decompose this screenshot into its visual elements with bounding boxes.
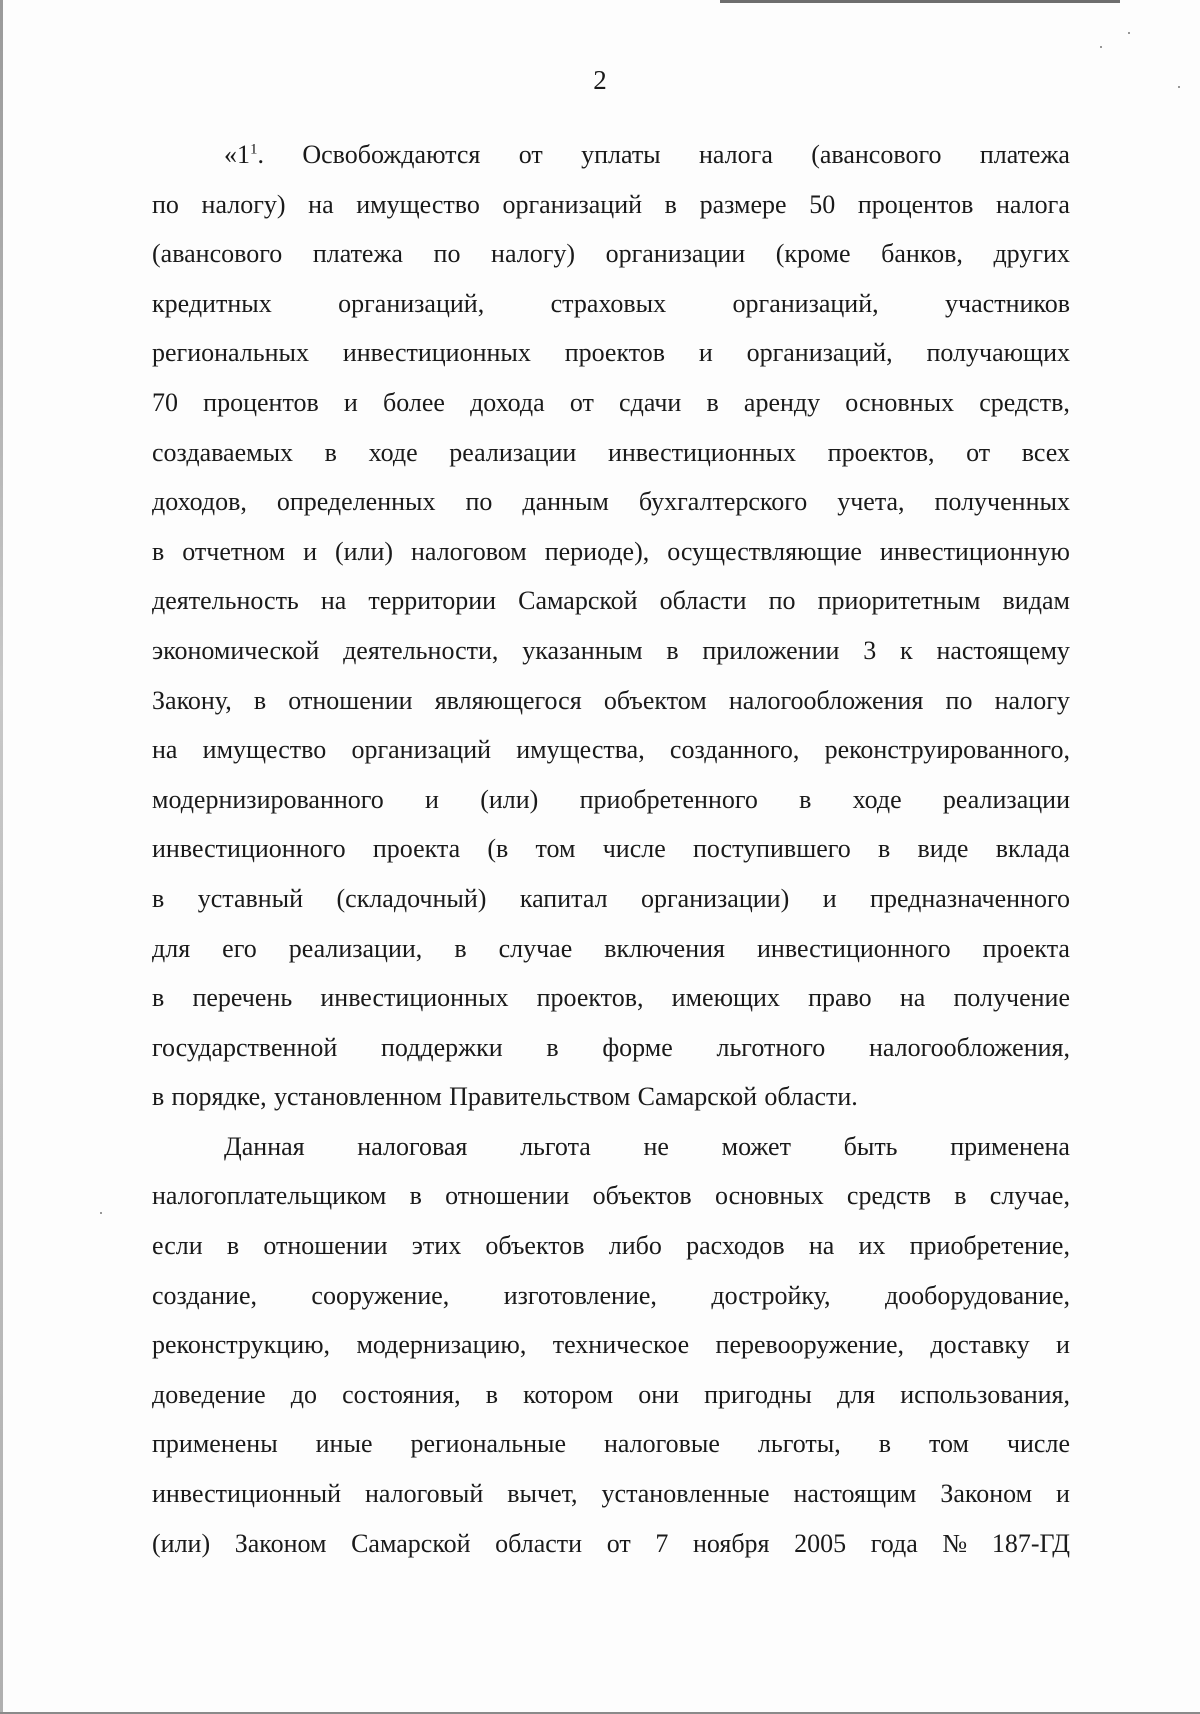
word: №	[942, 1528, 968, 1558]
word: указанным	[522, 635, 643, 665]
text-line	[152, 180, 1070, 230]
word: они	[638, 1379, 680, 1409]
word: данным	[522, 487, 609, 517]
word: кредитных	[152, 288, 272, 318]
text-line	[152, 924, 1070, 974]
word: поступившего	[692, 834, 851, 864]
word: перечень	[192, 983, 293, 1013]
word: поддержки	[381, 1032, 503, 1062]
scan-speck	[100, 1212, 102, 1214]
word: проектов	[564, 338, 666, 368]
word: создание,	[152, 1280, 257, 1310]
word: процентов	[857, 189, 974, 219]
word: на	[152, 735, 178, 765]
word: определенных	[276, 487, 436, 517]
word: реконструированного,	[824, 735, 1070, 765]
text-line	[152, 775, 1070, 825]
word: Освобождаются	[302, 140, 481, 169]
word: льготного	[716, 1032, 826, 1062]
word: в	[954, 1181, 967, 1211]
text-line	[152, 973, 1070, 1023]
word: имущество	[356, 189, 480, 219]
word: 3	[863, 635, 877, 665]
word: организаций,	[732, 288, 879, 318]
word: в	[253, 685, 267, 715]
word: и	[698, 338, 713, 368]
word: экономической	[152, 635, 320, 665]
word: налоговая	[357, 1131, 468, 1161]
word: налоговые	[603, 1429, 720, 1459]
word: организации)	[641, 883, 790, 913]
page-number: 2	[593, 65, 607, 95]
word: применены	[152, 1429, 278, 1459]
word: Закону,	[152, 685, 232, 715]
word: объектов	[592, 1181, 692, 1211]
word: льгота	[520, 1131, 591, 1161]
word: организаций,	[746, 338, 893, 368]
word: Законом	[234, 1528, 327, 1558]
word: настоящему	[936, 635, 1070, 665]
word: 2005	[794, 1528, 847, 1558]
paragraph	[152, 1122, 1070, 1568]
word: и	[343, 387, 358, 417]
word: отношении	[445, 1181, 570, 1211]
word: Правительством	[449, 1082, 631, 1112]
word: этих	[411, 1231, 462, 1261]
text-line	[152, 1023, 1070, 1073]
word: налоговом	[411, 536, 527, 566]
word: объектом	[603, 685, 707, 715]
word: 7	[655, 1528, 669, 1558]
word: техническое	[552, 1330, 690, 1360]
word: котором	[523, 1379, 614, 1409]
text-line	[152, 1419, 1070, 1469]
word: (в	[487, 834, 509, 864]
word: если	[152, 1231, 203, 1261]
word: Самарской	[518, 586, 638, 616]
document-body	[152, 130, 1070, 1568]
word: области	[495, 1528, 583, 1558]
word: в	[409, 1181, 422, 1211]
word: и	[303, 536, 317, 566]
word: региональные	[410, 1429, 567, 1459]
word: настоящим	[793, 1479, 917, 1509]
word: деятельность	[152, 586, 299, 616]
word: (кроме	[775, 239, 851, 269]
word: объектов	[485, 1231, 585, 1261]
word: имущество	[202, 735, 327, 765]
text-line	[152, 1171, 1070, 1221]
word: либо	[608, 1231, 662, 1261]
text-line	[152, 477, 1070, 527]
word: создаваемых	[152, 437, 294, 467]
word: в	[485, 1379, 499, 1409]
word: налогообложения,	[868, 1032, 1070, 1062]
word: территории	[368, 586, 497, 616]
word: дохода	[470, 387, 545, 417]
word: (складочный)	[336, 883, 487, 913]
word: его	[222, 933, 257, 963]
word: по	[433, 239, 461, 269]
word: случае,	[989, 1181, 1070, 1211]
word: налогу)	[491, 239, 576, 269]
word: к	[900, 635, 913, 665]
word: организаций,	[338, 288, 485, 318]
word: доставку	[930, 1330, 1030, 1360]
word: пригодны	[704, 1379, 812, 1409]
word: Законом	[940, 1479, 1033, 1509]
word: инвестиционного	[757, 933, 951, 963]
word: 187-ГД	[991, 1528, 1070, 1558]
word: отчетном	[182, 536, 286, 566]
word: в	[664, 189, 677, 219]
word: процентов	[203, 387, 319, 417]
word: налогу)	[201, 189, 286, 219]
text-line	[152, 130, 1070, 180]
word: на	[320, 586, 347, 616]
word: отношении	[288, 685, 413, 715]
word: приоритетным	[817, 586, 981, 616]
word: аренду	[743, 387, 821, 417]
word: «$1^1$.	[224, 140, 264, 169]
word: не	[643, 1131, 669, 1161]
word: дооборудование,	[884, 1280, 1070, 1310]
word: проекта	[372, 834, 461, 864]
word: деятельности,	[343, 635, 499, 665]
word: учета,	[837, 487, 905, 517]
word: Самарской	[351, 1528, 471, 1558]
word: в	[152, 983, 165, 1013]
word: в	[324, 437, 337, 467]
word: изготовление,	[503, 1280, 657, 1310]
word: полученных	[934, 487, 1070, 517]
text-line	[152, 1320, 1070, 1370]
paragraph	[152, 130, 1070, 1122]
word: видам	[1002, 586, 1070, 616]
word: банков,	[881, 239, 963, 269]
word: платежа	[312, 239, 403, 269]
word: иные	[315, 1429, 373, 1459]
word: числе	[602, 834, 666, 864]
word: организаций	[502, 189, 643, 219]
text-line	[152, 1519, 1070, 1569]
word: Данная	[224, 1131, 305, 1161]
word: льготы,	[757, 1429, 841, 1459]
word: капитал	[519, 883, 608, 913]
word: на	[308, 189, 334, 219]
word: проектов,	[827, 437, 935, 467]
word: порядке,	[171, 1082, 267, 1112]
word: для	[836, 1379, 876, 1409]
word: от	[518, 140, 543, 169]
word: реализации	[449, 437, 577, 467]
word: виде	[917, 834, 969, 864]
word: инвестиционных	[320, 983, 509, 1013]
text-line	[152, 1072, 1070, 1122]
text-line	[152, 279, 1070, 329]
word: проектов,	[536, 983, 644, 1013]
word: на	[899, 983, 926, 1013]
word: для	[152, 933, 191, 963]
word: страховых	[550, 288, 667, 318]
text-line	[152, 1221, 1070, 1271]
text-line	[152, 626, 1070, 676]
text-line	[152, 1370, 1070, 1420]
word: может	[721, 1131, 791, 1161]
word: ходе	[852, 784, 902, 814]
word: реализации,	[288, 933, 423, 963]
word: 50	[809, 189, 836, 219]
word: в	[152, 883, 165, 913]
word: право	[808, 983, 872, 1013]
word: основных	[845, 387, 955, 417]
word: бухгалтерского	[638, 487, 808, 517]
word: числе	[1006, 1429, 1070, 1459]
word: являющегося	[434, 685, 582, 715]
word: от	[966, 437, 991, 467]
word: размере	[699, 189, 787, 219]
word: налогообложения	[728, 685, 924, 715]
text-line	[152, 378, 1070, 428]
scan-top-rule	[720, 0, 1120, 3]
scan-left-edge	[0, 0, 3, 1714]
word: уплаты	[581, 140, 661, 169]
word: (или)	[334, 536, 394, 566]
word: от	[569, 387, 594, 417]
word: получение	[953, 983, 1070, 1013]
word: вклада	[995, 834, 1070, 864]
word: сооружение,	[311, 1280, 450, 1310]
word: в	[799, 784, 812, 814]
text-line	[152, 1271, 1070, 1321]
word: инвестиционный	[152, 1479, 341, 1509]
word: в	[454, 933, 467, 963]
word: инвестиционного	[152, 834, 346, 864]
word: созданного,	[669, 735, 800, 765]
word: реализации	[942, 784, 1070, 814]
word: (авансового	[152, 239, 283, 269]
word: и	[1056, 1479, 1070, 1509]
word: региональных	[152, 338, 310, 368]
word: платежа	[979, 140, 1070, 169]
text-line	[152, 428, 1070, 478]
word: по	[945, 685, 973, 715]
word: области.	[764, 1082, 858, 1112]
word: проекта	[982, 933, 1070, 963]
text-line	[152, 676, 1070, 726]
word: в	[152, 1082, 165, 1112]
word: государственной	[152, 1032, 338, 1062]
text-line	[152, 576, 1070, 626]
word: организации	[605, 239, 746, 269]
word: приобретенного	[579, 784, 758, 814]
word: средств,	[979, 387, 1070, 417]
word: участников	[945, 288, 1070, 318]
word: и	[1056, 1330, 1070, 1360]
word: периоде),	[544, 536, 650, 566]
text-line	[152, 527, 1070, 577]
word: получающих	[926, 338, 1070, 368]
word: средств	[846, 1181, 932, 1211]
word: установленном	[273, 1082, 442, 1112]
word: том	[928, 1429, 969, 1459]
word: налога	[699, 140, 773, 169]
word: применена	[950, 1131, 1070, 1161]
word: в	[152, 536, 165, 566]
word: года	[870, 1528, 918, 1558]
word: области	[659, 586, 747, 616]
word: установленные	[601, 1479, 770, 1509]
text-line	[152, 328, 1070, 378]
text-line	[152, 1469, 1070, 1519]
word: модернизированного	[152, 784, 384, 814]
word: по	[465, 487, 493, 517]
word: более	[382, 387, 445, 417]
word: включения	[604, 933, 725, 963]
text-line	[152, 824, 1070, 874]
word: том	[535, 834, 576, 864]
word: инвестиционных	[342, 338, 531, 368]
word: предназначенного	[870, 883, 1070, 913]
word: состояния,	[342, 1379, 461, 1409]
word: ноября	[692, 1528, 770, 1558]
word: достройку,	[711, 1280, 831, 1310]
word: форме	[602, 1032, 673, 1062]
word: расходов	[686, 1231, 785, 1261]
word: (или)	[480, 784, 539, 814]
word: по	[152, 189, 179, 219]
word: инвестиционных	[607, 437, 797, 467]
word: доведение	[152, 1379, 266, 1409]
word: до	[290, 1379, 318, 1409]
word: модернизацию,	[356, 1330, 527, 1360]
word: по	[768, 586, 796, 616]
word: в	[878, 834, 891, 864]
word: других	[993, 239, 1070, 269]
word: приложении	[702, 635, 840, 665]
word: налога	[996, 189, 1070, 219]
word: имеющих	[671, 983, 780, 1013]
word: в	[706, 387, 719, 417]
word: в	[546, 1032, 559, 1062]
word: Самарской	[637, 1082, 758, 1112]
word: сдачи	[619, 387, 682, 417]
word: использования,	[900, 1379, 1070, 1409]
word: их	[858, 1231, 886, 1261]
word: уставный	[197, 883, 304, 913]
word: основных	[714, 1181, 824, 1211]
word: всех	[1021, 437, 1070, 467]
text-line	[152, 874, 1070, 924]
word: налогу	[994, 685, 1070, 715]
scan-speck	[1128, 32, 1130, 34]
text-line	[152, 229, 1070, 279]
word: налогоплательщиком	[152, 1181, 387, 1211]
word: организаций	[351, 735, 492, 765]
word: приобретение,	[909, 1231, 1070, 1261]
word: быть	[843, 1131, 898, 1161]
word: доходов,	[152, 487, 247, 517]
word: от	[606, 1528, 631, 1558]
word: инвестиционную	[879, 536, 1070, 566]
word: отношении	[263, 1231, 388, 1261]
word: и	[425, 784, 439, 814]
word: (или)	[152, 1528, 211, 1558]
word: вычет,	[507, 1479, 578, 1509]
word: в	[666, 635, 679, 665]
word: и	[822, 883, 837, 913]
text-line	[152, 1122, 1070, 1172]
word: имущества,	[516, 735, 645, 765]
word: налоговый	[364, 1479, 484, 1509]
word: 70	[152, 387, 178, 417]
word: (авансового	[811, 140, 942, 169]
word: на	[808, 1231, 835, 1261]
text-line	[152, 725, 1070, 775]
word: в	[226, 1231, 240, 1261]
scan-speck	[1100, 46, 1102, 48]
word: в	[878, 1429, 892, 1459]
word: осуществляющие	[667, 536, 862, 566]
word: перевооружение,	[715, 1330, 904, 1360]
word: случае	[498, 933, 573, 963]
word: реконструкцию,	[152, 1330, 331, 1360]
word: ходе	[368, 437, 418, 467]
